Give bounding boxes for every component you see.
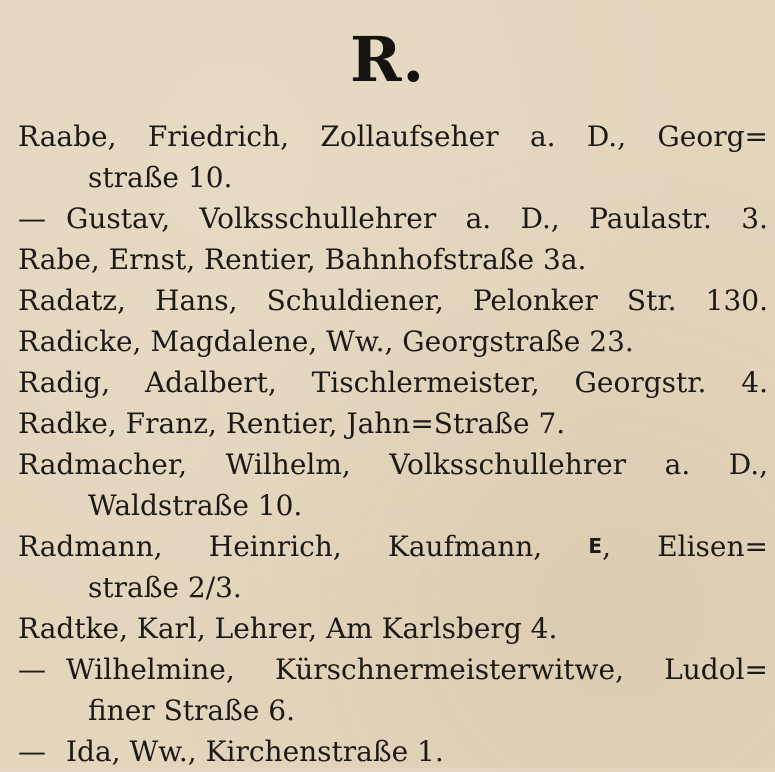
entry-text: Ida, Ww., Kirchenstraße 1. — [66, 735, 444, 768]
entry-radmann-heinrich-cont: straße 2/3. — [88, 571, 242, 604]
entry-radatz-hans: Radatz, Hans, Schuldiener, Pelonker Str. 130. — [18, 284, 768, 317]
ditto-mark: — — [18, 653, 46, 686]
entry-raabe-gustav — [18, 198, 768, 239]
entry-radtke-karl: Radtke, Karl, Lehrer, Am Karlsberg 4. — [18, 612, 558, 645]
entry-radmann-heinrich — [18, 526, 768, 567]
entry-radtke-wilhelmine — [18, 649, 768, 690]
entry-text: , Elisen= — [602, 530, 768, 563]
entry-radmacher-wilhelm-cont: Waldstraße 10. — [88, 489, 303, 522]
entry-text: Radmann, Heinrich, Kaufmann, — [18, 530, 543, 563]
entry-radicke-magdalene: Radicke, Magdalene, Ww., Georgstraße 23. — [18, 325, 634, 358]
ditto-mark: — — [18, 202, 46, 235]
directory-entries — [18, 116, 768, 772]
entry-raabe-friedrich: Raabe, Friedrich, Zollaufseher a. D., Georg= — [18, 120, 768, 153]
entry-radtke-ida — [18, 731, 768, 772]
section-letter-heading: R. — [349, 23, 426, 96]
marker-e: E — [588, 534, 603, 558]
entry-raabe-friedrich-cont: straße 10. — [88, 161, 233, 194]
entry-text: Wilhelmine, Kürschnermeisterwitwe, Ludol= — [66, 653, 768, 686]
entry-radig-adalbert: Radig, Adalbert, Tischlermeister, Georgstr. 4. — [18, 366, 768, 399]
entry-text: Gustav, Volksschullehrer a. D., Paulastr. 3. — [66, 202, 768, 235]
ditto-mark: — — [18, 735, 46, 768]
entry-radtke-wilhelmine-cont: finer Straße 6. — [88, 694, 295, 727]
entry-radmacher-wilhelm: Radmacher, Wilhelm, Volksschullehrer a. D., — [18, 448, 768, 481]
entry-rabe-ernst: Rabe, Ernst, Rentier, Bahnhofstraße 3a. — [18, 243, 587, 276]
entry-radke-franz: Radke, Franz, Rentier, Jahn=Straße 7. — [18, 407, 566, 440]
